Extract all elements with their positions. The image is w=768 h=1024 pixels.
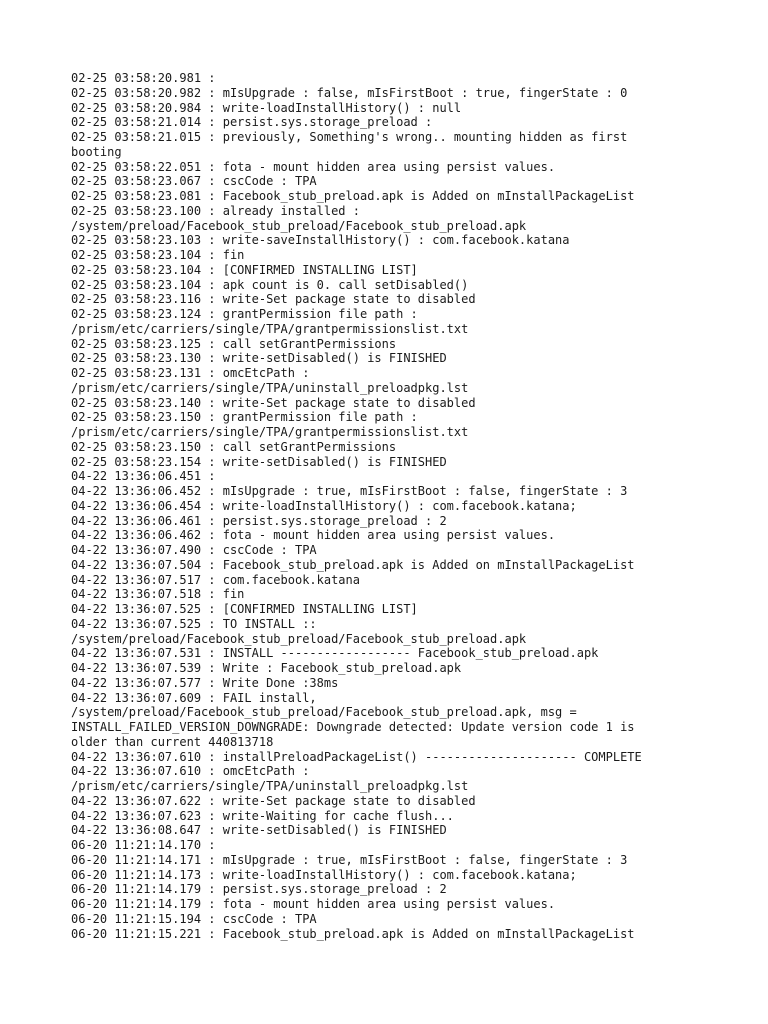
log-line: 04-22 13:36:07.525 : TO INSTALL ::	[71, 616, 317, 631]
log-line: 02-25 03:58:23.100 : already installed :	[71, 203, 360, 218]
log-line: 04-22 13:36:07.517 : com.facebook.katana	[71, 572, 360, 587]
log-line: 02-25 03:58:21.015 : previously, Something's wrong.. mounting hidden as first	[71, 130, 628, 144]
log-line: 04-22 13:36:06.461 : persist.sys.storage_preload : 2	[71, 513, 447, 528]
log-line: 06-20 11:21:14.171 : mIsUpgrade : true, mIsFirstBoot : false, fingerState : 3	[71, 852, 628, 867]
log-line: 02-25 03:58:23.103 : write-saveInstallHistory() : com.facebook.katana	[71, 233, 570, 248]
log-line: 06-20 11:21:14.179 : fota - mount hidden area using persist values.	[71, 897, 556, 911]
log-line: 02-25 03:58:23.116 : write-Set package state to disabled	[71, 292, 476, 307]
log-line: 04-22 13:36:06.451 :	[71, 469, 216, 484]
log-line: 02-25 03:58:23.154 : write-setDisabled() is FINISHED	[71, 454, 447, 469]
log-line: 02-25 03:58:23.067 : cscCode : TPA	[71, 174, 317, 189]
log-line: 02-25 03:58:23.140 : write-Set package state to disabled	[71, 395, 476, 410]
log-line: 04-22 13:36:07.525 : [CONFIRMED INSTALLING LIST]	[71, 602, 418, 616]
log-line: 04-22 13:36:06.462 : fota - mount hidden area using persist values.	[71, 528, 556, 543]
log-line: 02-25 03:58:21.014 : persist.sys.storage_preload :	[71, 115, 433, 130]
log-line: 02-25 03:58:23.104 : [CONFIRMED INSTALLING LIST]	[71, 262, 418, 277]
log-line: 02-25 03:58:23.104 : fin	[71, 248, 245, 262]
log-line: /prism/etc/carriers/single/TPA/uninstall_preloadpkg.lst	[71, 779, 469, 793]
log-line: /prism/etc/carriers/single/TPA/grantpermissionslist.txt	[71, 321, 469, 336]
log-line: 04-22 13:36:07.531 : INSTALL ------------------ Facebook_stub_preload.apk	[71, 646, 599, 661]
log-line: /system/preload/Facebook_stub_preload/Facebook_stub_preload.apk, msg =	[71, 705, 577, 720]
log-line: 02-25 03:58:20.981 :	[71, 71, 216, 85]
log-line: older than current 440813718	[71, 734, 274, 749]
log-line: 04-22 13:36:07.577 : Write Done :38ms	[71, 675, 339, 690]
log-line: 04-22 13:36:07.622 : write-Set package state to disabled	[71, 793, 476, 808]
log-line: 06-20 11:21:14.173 : write-loadInstallHistory() : com.facebook.katana;	[71, 867, 577, 882]
log-document	[71, 71, 691, 941]
log-line: 06-20 11:21:15.194 : cscCode : TPA	[71, 911, 317, 926]
log-line: 02-25 03:58:22.051 : fota - mount hidden area using persist values.	[71, 159, 556, 174]
log-line: /system/preload/Facebook_stub_preload/Facebook_stub_preload.apk	[71, 218, 527, 233]
log-line: 04-22 13:36:08.647 : write-setDisabled() is FINISHED	[71, 823, 447, 838]
log-line: 04-22 13:36:07.504 : Facebook_stub_preload.apk is Added on mInstallPackageList	[71, 557, 635, 572]
log-line: 04-22 13:36:07.623 : write-Waiting for cache flush...	[71, 808, 454, 823]
log-line: 04-22 13:36:06.454 : write-loadInstallHistory() : com.facebook.katana;	[71, 498, 577, 513]
log-line: 02-25 03:58:23.150 : call setGrantPermissions	[71, 439, 397, 454]
log-line: /prism/etc/carriers/single/TPA/uninstall_preloadpkg.lst	[71, 380, 469, 395]
log-line: /system/preload/Facebook_stub_preload/Facebook_stub_preload.apk	[71, 631, 527, 646]
log-line: 04-22 13:36:07.610 : installPreloadPackageList() --------------------- COMPLETE	[71, 749, 642, 764]
log-line: 06-20 11:21:14.179 : persist.sys.storage_preload : 2	[71, 882, 447, 897]
log-line: 02-25 03:58:23.104 : apk count is 0. call setDisabled()	[71, 277, 469, 292]
log-line: /prism/etc/carriers/single/TPA/grantpermissionslist.txt	[71, 425, 469, 439]
log-line: 04-22 13:36:07.518 : fin	[71, 587, 245, 602]
log-line: 06-20 11:21:14.170 :	[71, 838, 216, 852]
log-line: 02-25 03:58:23.150 : grantPermission file path :	[71, 410, 418, 425]
log-line: 04-22 13:36:07.539 : Write : Facebook_stub_preload.apk	[71, 661, 462, 675]
log-line: 04-22 13:36:06.452 : mIsUpgrade : true, mIsFirstBoot : false, fingerState : 3	[71, 484, 628, 498]
log-line: 02-25 03:58:23.124 : grantPermission file path :	[71, 307, 418, 321]
log-line: 02-25 03:58:23.131 : omcEtcPath :	[71, 366, 310, 380]
log-line: 02-25 03:58:20.982 : mIsUpgrade : false, mIsFirstBoot : true, fingerState : 0	[71, 85, 628, 100]
log-line: 02-25 03:58:23.081 : Facebook_stub_preload.apk is Added on mInstallPackageList	[71, 189, 635, 203]
log-line: 02-25 03:58:23.125 : call setGrantPermissions	[71, 336, 397, 351]
log-line: 02-25 03:58:23.130 : write-setDisabled() is FINISHED	[71, 351, 447, 366]
log-line: booting	[71, 144, 122, 159]
log-line: 02-25 03:58:20.984 : write-loadInstallHistory() : null	[71, 100, 462, 115]
log-line: 04-22 13:36:07.609 : FAIL install,	[71, 690, 317, 705]
log-line: 04-22 13:36:07.490 : cscCode : TPA	[71, 543, 317, 557]
log-line: 06-20 11:21:15.221 : Facebook_stub_preload.apk is Added on mInstallPackageList	[71, 926, 635, 941]
log-line: INSTALL_FAILED_VERSION_DOWNGRADE: Downgrade detected: Update version code 1 is	[71, 720, 635, 734]
log-line: 04-22 13:36:07.610 : omcEtcPath :	[71, 764, 310, 779]
